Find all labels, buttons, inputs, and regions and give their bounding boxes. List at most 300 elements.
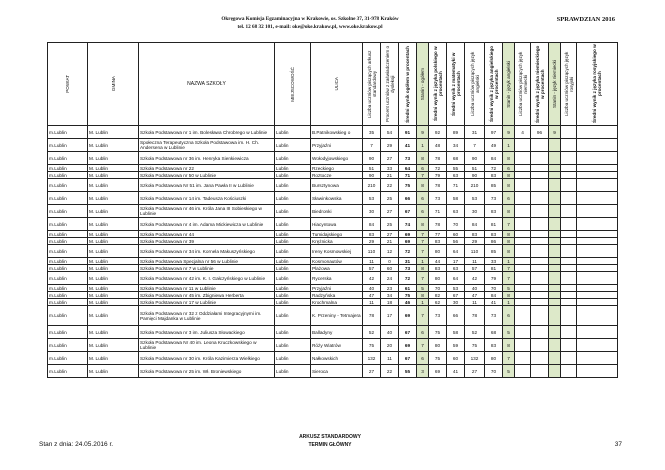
table-cell: 24 bbox=[381, 272, 399, 285]
table-cell: 23 bbox=[381, 285, 399, 292]
table-cell: 33 bbox=[485, 258, 503, 265]
table-row bbox=[48, 285, 618, 292]
col-wynik-matematyka-label: Średni wynik z matematyki w procentach bbox=[450, 52, 461, 116]
table-cell: 81 bbox=[485, 218, 503, 231]
table-cell: Lublin bbox=[275, 265, 311, 272]
table-cell: 68 bbox=[447, 152, 465, 165]
table-cell bbox=[561, 126, 577, 139]
table-cell: Ireny Kosmowskiej bbox=[311, 245, 363, 258]
table-cell: 82 bbox=[429, 292, 447, 299]
table-row bbox=[48, 192, 618, 205]
table-cell: Lublin bbox=[275, 218, 311, 231]
table-cell: 83 bbox=[485, 205, 503, 218]
table-cell: M. Lublin bbox=[88, 172, 139, 179]
table-cell: 7 bbox=[465, 139, 485, 152]
table-cell: Przyjaźni bbox=[311, 139, 363, 152]
col-gmina-label: GMINA bbox=[110, 76, 116, 92]
table-cell: 67 bbox=[399, 326, 417, 339]
col-liczba-uczniow-label: Liczba uczniów piszących arkusz standardowy bbox=[366, 50, 377, 118]
table-cell bbox=[561, 192, 577, 205]
table-cell: 132 bbox=[363, 352, 381, 365]
table-cell bbox=[577, 272, 618, 285]
table-row bbox=[48, 365, 618, 378]
table-cell bbox=[577, 179, 618, 192]
table-cell: 63 bbox=[447, 265, 465, 272]
col-wynik-ogolem-label: Średni wynik ogółem w procentach bbox=[405, 45, 410, 123]
table-cell: Lublin bbox=[275, 292, 311, 299]
table-cell bbox=[577, 165, 618, 172]
table-cell bbox=[561, 352, 577, 365]
table-cell: 31 bbox=[399, 258, 417, 265]
table-cell: Szkoła Podstawowa nr 30 im. Króla Kazimierza Wielkiego bbox=[139, 352, 275, 365]
col-liczba-rosyjski-label: Liczba uczniów piszących język rosyjski bbox=[563, 51, 574, 117]
table-cell: 49 bbox=[485, 139, 503, 152]
table-cell: 21 bbox=[381, 238, 399, 245]
col-stanin-angielski-label: Stanin - język angielski bbox=[506, 60, 511, 108]
table-cell: 7 bbox=[503, 272, 515, 285]
table-cell: Lublin bbox=[275, 326, 311, 339]
table-cell: 51 bbox=[363, 165, 381, 172]
table-cell: 85 bbox=[485, 245, 503, 258]
table-cell: 8 bbox=[503, 172, 515, 179]
table-cell: M. Lublin bbox=[88, 272, 139, 285]
results-body bbox=[48, 126, 618, 378]
table-cell: m.Lublin bbox=[48, 231, 88, 238]
table-cell: 90 bbox=[363, 172, 381, 179]
table-cell: 21 bbox=[381, 172, 399, 179]
table-cell: 7 bbox=[503, 265, 515, 272]
table-cell: Szkoła Podstawowa nr 34 im. Kornela Makuszyńskiego bbox=[139, 245, 275, 258]
table-cell bbox=[531, 326, 549, 339]
table-cell: 8 bbox=[417, 179, 429, 192]
table-cell bbox=[549, 306, 561, 326]
table-cell: 83 bbox=[429, 238, 447, 245]
table-cell: 27 bbox=[381, 152, 399, 165]
table-cell bbox=[531, 139, 549, 152]
table-cell bbox=[515, 179, 531, 192]
table-cell: 132 bbox=[465, 352, 485, 365]
table-cell bbox=[515, 139, 531, 152]
table-cell: 8 bbox=[417, 152, 429, 165]
table-cell: 1 bbox=[503, 258, 515, 265]
table-cell: 25 bbox=[381, 218, 399, 231]
table-cell: 70 bbox=[485, 365, 503, 378]
table-cell: Szkoła Podstawowa nr 14 im. Tadeusza Kościuszki bbox=[139, 192, 275, 205]
table-cell: 12 bbox=[381, 245, 399, 258]
table-cell: 1 bbox=[503, 299, 515, 306]
table-cell: 54 bbox=[381, 126, 399, 139]
table-cell: 69 bbox=[429, 365, 447, 378]
table-cell: 51 bbox=[465, 165, 485, 172]
table-cell: Roztocze bbox=[311, 172, 363, 179]
table-cell: 53 bbox=[447, 285, 465, 292]
table-cell: 67 bbox=[399, 205, 417, 218]
document-title: SPRAWDZIAN 2016 bbox=[556, 16, 615, 23]
table-cell bbox=[531, 339, 549, 352]
organization-contact: tel. 12 68 32 101, e-mail: oke@oke.krakow.pl, www.oke.krakow.pl bbox=[237, 24, 383, 30]
col-nazwa bbox=[139, 43, 275, 126]
table-cell: Krężnicka bbox=[311, 238, 363, 245]
table-row bbox=[48, 306, 618, 326]
footer-date: Stan z dnia: 24.05.2016 r. bbox=[39, 441, 114, 448]
table-cell: 6 bbox=[503, 192, 515, 205]
table-cell: 40 bbox=[465, 285, 485, 292]
table-row bbox=[48, 299, 618, 306]
table-cell: m.Lublin bbox=[48, 179, 88, 192]
table-cell: m.Lublin bbox=[48, 192, 88, 205]
table-cell: 9 bbox=[549, 126, 561, 139]
table-cell: 58 bbox=[447, 192, 465, 205]
table-cell: 92 bbox=[429, 126, 447, 139]
table-cell: 7 bbox=[417, 238, 429, 245]
col-wynik-matematyka bbox=[447, 43, 465, 126]
table-cell: Lublin bbox=[275, 126, 311, 139]
col-wynik-niemiecki bbox=[531, 43, 549, 126]
table-cell: Lublin bbox=[275, 245, 311, 258]
table-cell: 72 bbox=[399, 245, 417, 258]
table-cell: 80 bbox=[485, 352, 503, 365]
table-cell: m.Lublin bbox=[48, 245, 88, 258]
table-cell: 66 bbox=[447, 306, 465, 326]
table-cell: 57 bbox=[363, 265, 381, 272]
table-cell: M. Lublin bbox=[88, 365, 139, 378]
table-cell: M. Lublin bbox=[88, 218, 139, 231]
col-stanin-angielski bbox=[503, 43, 515, 126]
table-cell: m.Lublin bbox=[48, 126, 88, 139]
table-cell: 64 bbox=[447, 272, 465, 285]
table-cell bbox=[515, 285, 531, 292]
table-cell: 71 bbox=[429, 205, 447, 218]
table-cell: 0 bbox=[381, 258, 399, 265]
table-cell bbox=[531, 299, 549, 306]
col-ulica bbox=[311, 43, 363, 126]
table-cell: 8 bbox=[503, 231, 515, 238]
table-cell: 7 bbox=[417, 231, 429, 238]
table-cell bbox=[549, 245, 561, 258]
table-cell: Rycerska bbox=[311, 272, 363, 285]
table-cell bbox=[577, 192, 618, 205]
table-cell: Szkoła Podstawowa nr 42 im. K. I. Gałczyńskiego w Lublinie bbox=[139, 272, 275, 285]
table-cell bbox=[515, 306, 531, 326]
table-cell: 1 bbox=[503, 139, 515, 152]
table-cell: 84 bbox=[465, 218, 485, 231]
table-cell: Lublin bbox=[275, 165, 311, 172]
table-cell: Lublin bbox=[275, 205, 311, 218]
table-cell: M. Lublin bbox=[88, 339, 139, 352]
table-cell: M. Lublin bbox=[88, 306, 139, 326]
table-cell bbox=[515, 326, 531, 339]
table-cell: Lublin bbox=[275, 285, 311, 292]
page-number: 37 bbox=[614, 441, 622, 448]
table-cell: 8 bbox=[503, 292, 515, 299]
table-cell bbox=[577, 245, 618, 258]
table-cell bbox=[577, 265, 618, 272]
table-cell: 11 bbox=[465, 299, 485, 306]
table-cell bbox=[561, 365, 577, 378]
table-cell: 20 bbox=[381, 339, 399, 352]
table-cell: 91 bbox=[399, 126, 417, 139]
table-cell bbox=[561, 245, 577, 258]
table-cell: 17 bbox=[447, 258, 465, 265]
table-cell: 25 bbox=[381, 192, 399, 205]
table-cell: 110 bbox=[363, 245, 381, 258]
table-cell: Szkoła Podstawowa nr 36 im. Henryka Sienkiewicza bbox=[139, 152, 275, 165]
table-cell: M. Lublin bbox=[88, 126, 139, 139]
table-cell: 75 bbox=[465, 339, 485, 352]
col-wynik-angielski bbox=[485, 43, 503, 126]
table-cell: 6 bbox=[417, 192, 429, 205]
table-cell: Przyjaźni bbox=[311, 285, 363, 292]
table-cell bbox=[549, 218, 561, 231]
col-dysleksja bbox=[381, 43, 399, 126]
table-cell: 67 bbox=[399, 352, 417, 365]
table-cell: 34 bbox=[447, 139, 465, 152]
table-cell: 9 bbox=[503, 126, 515, 139]
table-cell bbox=[549, 152, 561, 165]
table-cell bbox=[549, 238, 561, 245]
col-ulica-label: ULICA bbox=[334, 77, 339, 91]
table-cell: 41 bbox=[485, 299, 503, 306]
col-wynik-polski-label: Średni wynik z języka polskiego w procentach bbox=[432, 46, 443, 122]
table-cell: Sławinkowska bbox=[311, 192, 363, 205]
table-cell bbox=[549, 352, 561, 365]
table-cell bbox=[531, 152, 549, 165]
table-cell: 33 bbox=[381, 165, 399, 172]
table-cell: 66 bbox=[399, 192, 417, 205]
col-gmina bbox=[88, 43, 139, 126]
table-cell bbox=[549, 285, 561, 292]
table-cell bbox=[531, 352, 549, 365]
table-cell: m.Lublin bbox=[48, 285, 88, 292]
table-cell: m.Lublin bbox=[48, 265, 88, 272]
table-cell: Rzeckiego bbox=[311, 165, 363, 172]
table-cell: 73 bbox=[485, 306, 503, 326]
table-cell: 59 bbox=[447, 339, 465, 352]
table-cell: 63 bbox=[447, 172, 465, 179]
table-cell: Róży Wiatrów bbox=[311, 339, 363, 352]
table-cell: m.Lublin bbox=[48, 258, 88, 265]
table-cell: Szkoła Podstawowa nr 44 bbox=[139, 231, 275, 238]
table-cell: 63 bbox=[447, 205, 465, 218]
table-row bbox=[48, 245, 618, 258]
organization-address: Okręgowa Komisja Egzaminacyjna w Krakowie, os. Szkolne 37, 31-978 Kraków bbox=[221, 16, 399, 22]
table-cell bbox=[549, 258, 561, 265]
table-cell: 17 bbox=[381, 306, 399, 326]
table-cell: 31 bbox=[465, 126, 485, 139]
table-cell: 69 bbox=[399, 238, 417, 245]
table-cell: M. Lublin bbox=[88, 231, 139, 238]
table-cell bbox=[515, 231, 531, 238]
table-cell: m.Lublin bbox=[48, 292, 88, 299]
table-cell: 7 bbox=[417, 272, 429, 285]
table-cell: 55 bbox=[447, 165, 465, 172]
table-cell: 97 bbox=[485, 126, 503, 139]
table-cell bbox=[549, 272, 561, 285]
table-cell: 3 bbox=[417, 365, 429, 378]
table-cell bbox=[577, 352, 618, 365]
table-cell: 7 bbox=[417, 172, 429, 179]
table-cell: M. Lublin bbox=[88, 326, 139, 339]
table-cell: 83 bbox=[465, 231, 485, 238]
table-cell: Balladyny bbox=[311, 326, 363, 339]
table-cell bbox=[561, 258, 577, 265]
table-cell bbox=[577, 152, 618, 165]
table-cell bbox=[561, 326, 577, 339]
table-cell: Szkoła Podstawowa nr 4 im. Adama Mickiewicza w Lublinie bbox=[139, 218, 275, 231]
table-cell bbox=[531, 165, 549, 172]
table-cell: 11 bbox=[363, 258, 381, 265]
col-miejscowosc-label: MIEJSCOWOŚĆ bbox=[290, 66, 295, 102]
table-cell: 64 bbox=[447, 245, 465, 258]
col-stanin-ogolem bbox=[417, 43, 429, 126]
table-cell: 81 bbox=[485, 265, 503, 272]
table-cell: Szkoła Podstawowa nr 22 bbox=[139, 165, 275, 172]
table-cell: 48 bbox=[429, 139, 447, 152]
table-cell: 8 bbox=[503, 179, 515, 192]
table-cell: B.Patnikowskieg o bbox=[311, 126, 363, 139]
table-cell: M. Lublin bbox=[88, 165, 139, 172]
table-cell bbox=[531, 205, 549, 218]
table-cell: 71 bbox=[447, 179, 465, 192]
table-cell: m.Lublin bbox=[48, 306, 88, 326]
table-cell: 73 bbox=[429, 306, 447, 326]
table-cell: M. Lublin bbox=[88, 245, 139, 258]
table-cell bbox=[549, 265, 561, 272]
table-cell: Hiacyntowa bbox=[311, 218, 363, 231]
table-cell: 78 bbox=[429, 152, 447, 165]
footer-center bbox=[270, 433, 390, 449]
table-cell bbox=[549, 139, 561, 152]
table-cell bbox=[561, 139, 577, 152]
table-cell bbox=[531, 272, 549, 285]
table-cell: 8 bbox=[503, 245, 515, 258]
table-cell bbox=[549, 205, 561, 218]
table-cell: 75 bbox=[363, 339, 381, 352]
table-cell: 62 bbox=[429, 299, 447, 306]
table-cell bbox=[561, 231, 577, 238]
table-cell: m.Lublin bbox=[48, 165, 88, 172]
table-cell: 6 bbox=[417, 352, 429, 365]
table-cell: M. Lublin bbox=[88, 285, 139, 292]
table-cell: 78 bbox=[429, 218, 447, 231]
col-wynik-angielski-label: Średni wynik z języka angielskiego w procentach bbox=[488, 45, 499, 123]
table-cell bbox=[561, 285, 577, 292]
table-cell: M. Lublin bbox=[88, 238, 139, 245]
table-cell: Lublin bbox=[275, 179, 311, 192]
table-cell bbox=[515, 238, 531, 245]
table-cell: Lublin bbox=[275, 339, 311, 352]
table-cell bbox=[515, 172, 531, 179]
table-cell: 30 bbox=[363, 205, 381, 218]
table-cell: 35 bbox=[363, 126, 381, 139]
table-cell: 6 bbox=[417, 326, 429, 339]
table-cell: Szkoła Podstawowa nr 45 im. Zbigniewa Herberta bbox=[139, 292, 275, 299]
table-row bbox=[48, 352, 618, 365]
table-cell bbox=[549, 365, 561, 378]
table-cell: 70 bbox=[485, 285, 503, 292]
table-cell: 71 bbox=[399, 172, 417, 179]
table-cell bbox=[549, 339, 561, 352]
table-cell: M. Lublin bbox=[88, 352, 139, 365]
table-cell: 96 bbox=[531, 126, 549, 139]
table-cell: 40 bbox=[363, 285, 381, 292]
table-cell bbox=[531, 245, 549, 258]
table-cell: Szkoła Podstawowa Nr 40 im. Leona Kruczkowskiego w Lublinie bbox=[139, 339, 275, 352]
table-cell: Kosmonautów bbox=[311, 258, 363, 265]
table-row bbox=[48, 238, 618, 245]
table-cell: 47 bbox=[363, 292, 381, 299]
table-cell bbox=[531, 218, 549, 231]
table-cell bbox=[577, 292, 618, 299]
table-cell: Społeczna Terapeutyczna Szkoła Podstawowa im. H. Ch. Andersena w Lublinie bbox=[139, 139, 275, 152]
table-cell: m.Lublin bbox=[48, 218, 88, 231]
table-cell: 5 bbox=[503, 365, 515, 378]
table-cell: 30 bbox=[447, 299, 465, 306]
table-cell: 73 bbox=[399, 152, 417, 165]
table-cell: m.Lublin bbox=[48, 172, 88, 179]
table-cell: Lublin bbox=[275, 231, 311, 238]
table-cell: m.Lublin bbox=[48, 299, 88, 306]
table-cell: Bursztynowa bbox=[311, 179, 363, 192]
table-cell bbox=[515, 272, 531, 285]
table-cell: 8 bbox=[417, 265, 429, 272]
table-cell: 4 bbox=[515, 126, 531, 139]
table-cell: 18 bbox=[381, 299, 399, 306]
table-cell bbox=[531, 179, 549, 192]
table-cell: K. Przeniny - Tetmajera bbox=[311, 306, 363, 326]
table-cell: 73 bbox=[399, 265, 417, 272]
table-cell: 7 bbox=[417, 245, 429, 258]
table-cell: Szkoła Podstawowa nr 1 im. Bolesława Chrobrego w Lublinie bbox=[139, 126, 275, 139]
table-cell: M. Lublin bbox=[88, 192, 139, 205]
table-cell: 83 bbox=[485, 172, 503, 179]
table-row bbox=[48, 339, 618, 352]
table-cell: 83 bbox=[429, 265, 447, 272]
table-cell bbox=[561, 205, 577, 218]
table-cell: 79 bbox=[485, 272, 503, 285]
table-cell: 67 bbox=[447, 292, 465, 299]
table-cell: 78 bbox=[429, 179, 447, 192]
table-cell: 72 bbox=[485, 165, 503, 172]
table-cell: 89 bbox=[447, 126, 465, 139]
table-cell: M. Lublin bbox=[88, 265, 139, 272]
table-cell bbox=[549, 165, 561, 172]
table-cell bbox=[577, 238, 618, 245]
table-cell: 29 bbox=[381, 139, 399, 152]
table-cell: 27 bbox=[465, 365, 485, 378]
table-cell bbox=[515, 365, 531, 378]
table-cell: 57 bbox=[465, 265, 485, 272]
table-cell bbox=[515, 218, 531, 231]
table-cell: m.Lublin bbox=[48, 205, 88, 218]
table-cell bbox=[531, 192, 549, 205]
table-cell bbox=[531, 265, 549, 272]
table-cell: Szkoła Podstawowa nr 7 w Lublinie bbox=[139, 265, 275, 272]
table-row bbox=[48, 231, 618, 238]
table-cell: 6 bbox=[417, 165, 429, 172]
table-cell: 7 bbox=[363, 139, 381, 152]
table-row bbox=[48, 152, 618, 165]
table-cell: 80 bbox=[429, 272, 447, 285]
table-cell: Wołodyjowskiego bbox=[311, 152, 363, 165]
table-cell bbox=[561, 272, 577, 285]
table-cell: 75 bbox=[429, 326, 447, 339]
table-cell bbox=[531, 292, 549, 299]
table-cell: 80 bbox=[429, 245, 447, 258]
col-wynik-ogolem bbox=[399, 43, 417, 126]
table-cell bbox=[577, 205, 618, 218]
table-row bbox=[48, 139, 618, 152]
